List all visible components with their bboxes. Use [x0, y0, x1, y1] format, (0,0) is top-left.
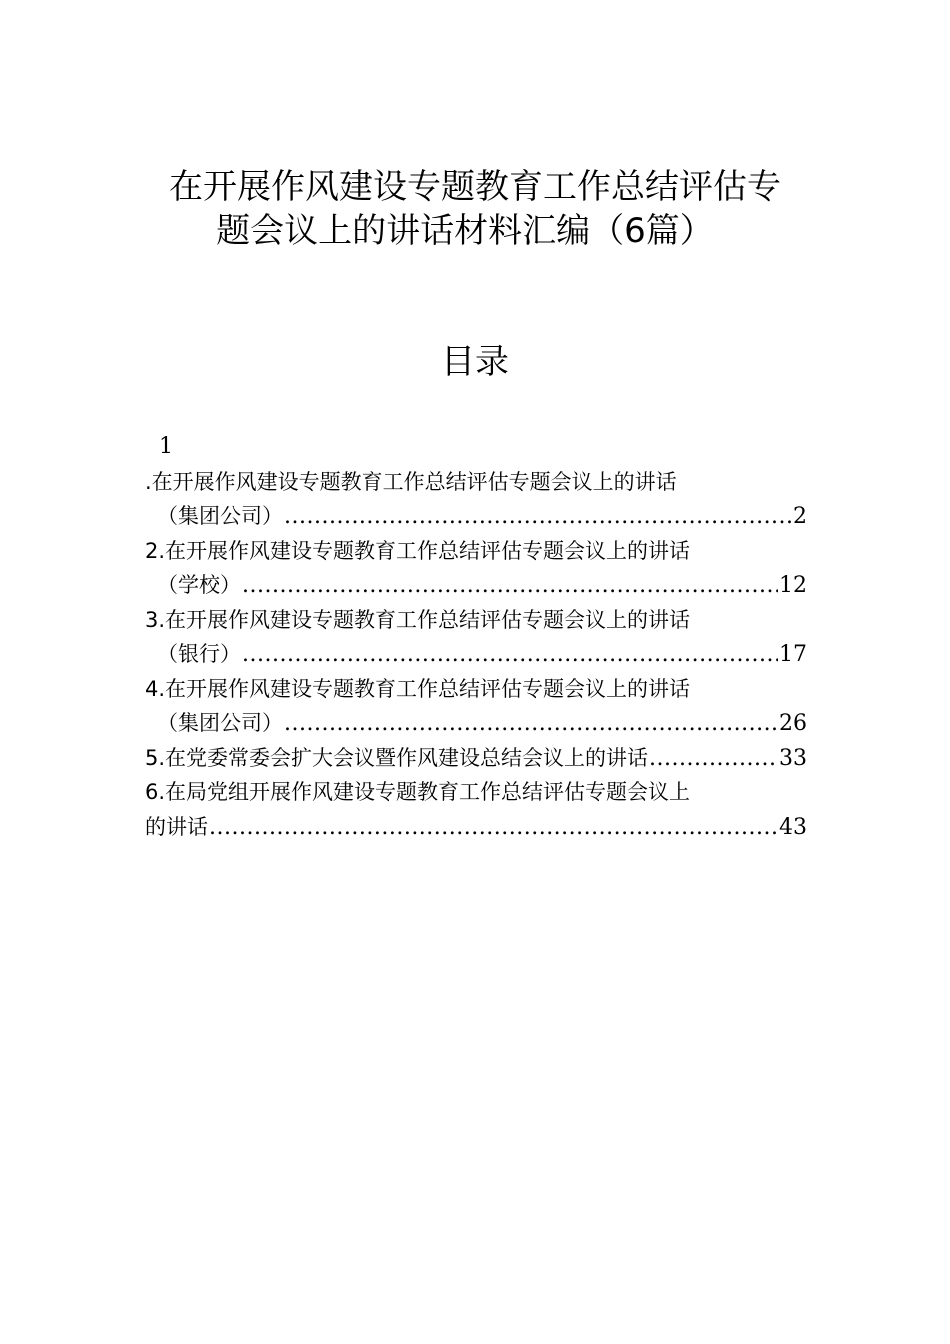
toc-entry-title: 6.在局党组开展作风建设专题教育工作总结评估专题会议上: [145, 780, 691, 804]
toc-entry-title: 5.在党委常委会扩大会议暨作风建设总结会议上的讲话: [145, 745, 649, 770]
dot-leader: [284, 500, 792, 535]
toc-entry-2-continuation[interactable]: [145, 568, 807, 603]
dot-leader: [284, 707, 778, 742]
toc-entry-6-continuation[interactable]: [145, 810, 807, 845]
toc-page-number: 43: [779, 814, 807, 840]
toc-page-number: 2: [793, 504, 807, 529]
dot-leader: [649, 742, 778, 777]
toc-entry-subtitle: （学校）: [157, 573, 241, 597]
toc-page-number: 17: [779, 642, 807, 667]
toc-entry-number: 1: [159, 434, 173, 459]
toc-entry-subtitle: （集团公司）: [157, 711, 283, 735]
toc-entry-3-title[interactable]: [145, 603, 807, 638]
toc-entry-1-title[interactable]: [145, 465, 807, 500]
toc-entry-1-number[interactable]: [145, 430, 807, 465]
toc-heading: 目录: [441, 342, 509, 382]
toc-page-number: 33: [779, 745, 807, 771]
table-of-contents: [145, 430, 807, 844]
toc-entry-subtitle: （银行）: [157, 642, 241, 666]
toc-page-number: 12: [779, 573, 807, 598]
dot-leader: [242, 569, 778, 604]
document-title-line-1: 在开展作风建设专题教育工作总结评估专: [169, 167, 781, 207]
dot-leader: [242, 638, 778, 673]
toc-entry-title: 2.在开展作风建设专题教育工作总结评估专题会议上的讲话: [145, 538, 691, 563]
toc-entry-subtitle: （集团公司）: [157, 504, 283, 528]
toc-entry-title: 4.在开展作风建设专题教育工作总结评估专题会议上的讲话: [145, 676, 691, 701]
toc-entry-title: .在开展作风建设专题教育工作总结评估专题会议上的讲话: [145, 469, 677, 494]
toc-entry-subtitle: 的讲话: [145, 814, 208, 839]
toc-entry-1-continuation[interactable]: [145, 499, 807, 534]
toc-entry-3-continuation[interactable]: [145, 637, 807, 672]
toc-page-number: 26: [779, 711, 807, 736]
dot-leader: [209, 811, 778, 846]
toc-entry-5[interactable]: [145, 741, 807, 776]
toc-entry-4-title[interactable]: [145, 672, 807, 707]
toc-entry-4-continuation[interactable]: [145, 706, 807, 741]
toc-entry-6-title[interactable]: [145, 775, 807, 810]
toc-entry-title: 3.在开展作风建设专题教育工作总结评估专题会议上的讲话: [145, 607, 691, 632]
toc-entry-2-title[interactable]: [145, 534, 807, 569]
document-title-line-2: 题会议上的讲话材料汇编（6篇）: [216, 211, 714, 251]
